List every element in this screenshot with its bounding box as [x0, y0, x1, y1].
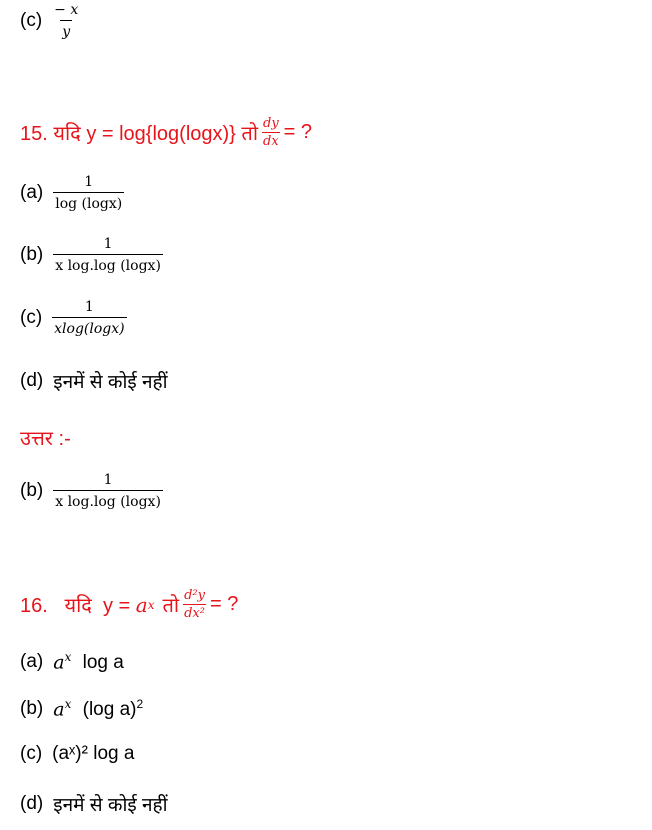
question-fraction — [183, 588, 206, 621]
answer-heading: उत्तर :- — [20, 428, 71, 450]
question-fraction — [262, 116, 280, 149]
option-rest: log a — [82, 652, 124, 674]
q15-option-c — [20, 299, 127, 337]
fraction-numerator: 1 — [103, 236, 113, 252]
power-exponent: x — [147, 597, 155, 612]
fraction-denominator: log (logx) — [53, 192, 124, 212]
fraction-numerator: d²y — [184, 588, 205, 603]
fraction-numerator: 1 — [84, 299, 94, 315]
q15-option-d — [20, 368, 168, 394]
option-label: (d) — [20, 370, 44, 391]
option-label: (b) — [20, 698, 44, 720]
q14-option-c — [20, 2, 80, 40]
option-math — [53, 650, 124, 674]
option-text: इनमें से कोई नहीं — [53, 372, 168, 393]
fraction-numerator: 1 — [84, 174, 94, 190]
option-rest-exponent: 2 — [136, 697, 144, 711]
power-exponent: x — [64, 650, 72, 664]
q16-option-b — [20, 697, 143, 721]
power-base: a — [135, 592, 148, 617]
q15-question — [20, 116, 312, 149]
question-suffix: = ? — [283, 121, 313, 143]
option-label: (c) — [20, 10, 43, 31]
option-rest: (log a) — [82, 699, 137, 721]
fraction-numerator: − x — [54, 2, 79, 18]
question-to: तो — [162, 595, 180, 617]
fraction-numerator: 1 — [103, 472, 113, 488]
power-base: a — [53, 651, 65, 674]
q16-option-c — [20, 743, 134, 765]
fraction — [53, 174, 124, 212]
option-label: (c) — [20, 307, 43, 328]
fraction — [53, 472, 163, 510]
fraction-denominator: y — [60, 20, 72, 40]
power-exponent: x — [64, 697, 72, 711]
question-suffix: = ? — [209, 593, 239, 615]
option-label: (a) — [20, 182, 44, 203]
q15-option-b — [20, 236, 163, 274]
option-math — [53, 697, 143, 721]
fraction-denominator: xlog(logx) — [52, 317, 126, 337]
q16-option-a — [20, 650, 124, 674]
option-text: (aˣ)² log a — [52, 743, 135, 764]
question-text: 16. यदि y = — [20, 595, 136, 617]
fraction-denominator: x log.log (logx) — [53, 490, 163, 510]
q16-option-d — [20, 791, 168, 817]
option-text: इनमें से कोई नहीं — [53, 795, 168, 816]
fraction — [52, 2, 80, 40]
option-label: (c) — [20, 743, 43, 764]
option-label: (a) — [20, 651, 44, 673]
fraction-denominator: x log.log (logx) — [53, 254, 163, 274]
question-text: 15. यदि y = log{log(logx)} तो — [20, 123, 258, 145]
option-label: (b) — [20, 480, 44, 501]
fraction — [52, 299, 126, 337]
fraction-denominator: dx — [263, 134, 279, 149]
q15-answer — [20, 472, 163, 510]
option-label: (b) — [20, 244, 44, 265]
fraction-denominator: dx² — [184, 606, 205, 621]
q16-question — [20, 588, 238, 621]
power-base: a — [53, 698, 65, 721]
fraction — [53, 236, 163, 274]
q15-option-a — [20, 174, 124, 212]
fraction-numerator: dy — [263, 116, 279, 131]
option-label: (d) — [20, 793, 44, 814]
